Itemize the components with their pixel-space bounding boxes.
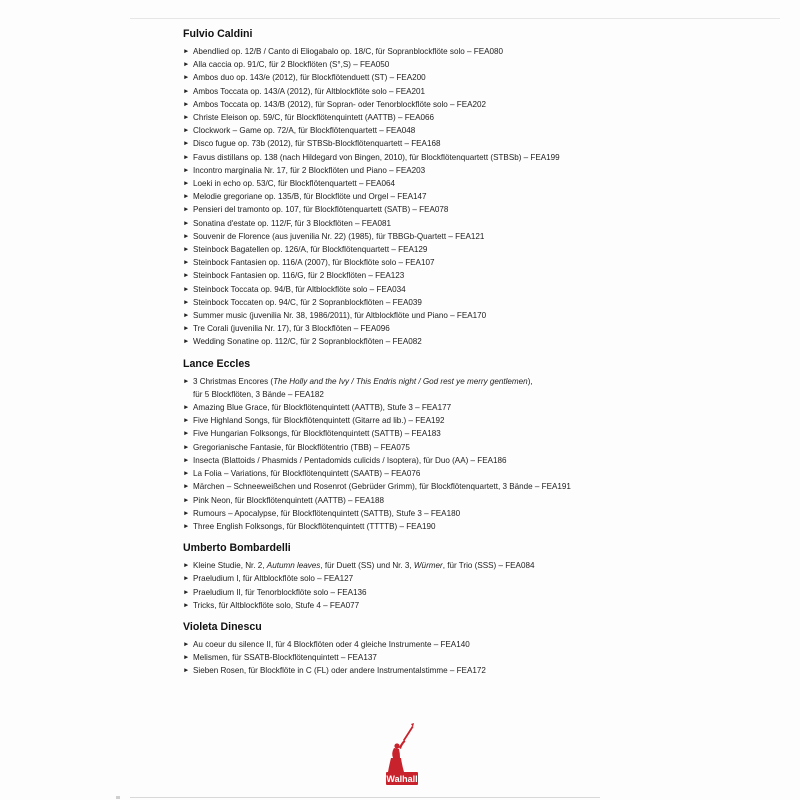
item-text: Insecta (Blattoids / Phasmids / Pentadomids culicids / Isoptera), für Duo (AA) – FEA186 [193, 455, 507, 465]
work-list [183, 638, 783, 678]
list-item [183, 427, 783, 440]
bottom-edge-line [130, 797, 600, 798]
bullet-arrow-icon: ► [183, 206, 190, 214]
list-item [183, 58, 783, 71]
bullet-arrow-icon: ► [183, 246, 190, 254]
list-item [183, 217, 783, 230]
item-text: Melodie gregoriane op. 135/B, für Blockflöte und Orgel – FEA147 [193, 192, 427, 202]
list-item [183, 599, 783, 612]
list-item [183, 467, 783, 480]
bullet-arrow-icon: ► [183, 193, 190, 201]
list-item [183, 651, 783, 664]
list-item [183, 441, 783, 454]
composer-heading: Fulvio Caldini [183, 28, 253, 40]
bullet-arrow-icon: ► [183, 285, 190, 293]
list-item [183, 401, 783, 414]
list-item [183, 559, 783, 572]
list-item [183, 414, 783, 427]
bullet-arrow-icon: ► [183, 298, 190, 306]
list-item [183, 664, 783, 677]
list-item [183, 190, 783, 203]
item-text: Märchen – Schneeweißchen und Rosenrot (Gebrüder Grimm), für Blockflötenquartett, 3 Bände – FEA191 [193, 482, 571, 492]
list-item [183, 507, 783, 520]
bullet-arrow-icon: ► [183, 575, 190, 583]
list-item [183, 164, 783, 177]
item-text: Sieben Rosen, für Blockflöte in C (FL) oder andere Instrumentalstimme – FEA172 [193, 666, 486, 676]
item-text: 3 Christmas Encores (The Holly and the Ivy / This Endris night / God rest ye merry gentlemen), [193, 376, 533, 386]
list-item [183, 494, 783, 507]
bullet-arrow-icon: ► [183, 496, 190, 504]
composer-heading: Lance Eccles [183, 357, 251, 370]
bullet-arrow-icon: ► [183, 404, 190, 412]
bullet-arrow-icon: ► [183, 325, 190, 333]
list-item [183, 85, 783, 98]
list-item [183, 283, 783, 296]
item-text: Ambos Toccata op. 143/B (2012), für Sopran- oder Tenorblockflöte solo – FEA202 [193, 99, 487, 109]
item-text: Tricks, für Altblockflöte solo, Stufe 4 – FEA077 [193, 600, 360, 610]
item-text: Three English Folksongs, für Blockflötenquintett (TTTTB) – FEA190 [193, 521, 436, 531]
bullet-arrow-icon: ► [183, 588, 190, 596]
list-item [183, 296, 783, 309]
list-item [183, 586, 783, 599]
item-text: Favus distillans op. 138 (nach Hildegard von Bingen, 2010), für Blockflötenquartett (STBSb) – FEA199 [193, 152, 560, 162]
list-item [183, 124, 783, 137]
bullet-arrow-icon: ► [183, 522, 190, 530]
item-text: Five Hungarian Folksongs, für Blockflötenquintett (SATTB) – FEA183 [193, 429, 441, 439]
item-text: Sonatina d'estate op. 112/F, für 3 Blockflöten – FEA081 [193, 218, 392, 228]
bullet-arrow-icon: ► [183, 417, 190, 425]
item-text: Melismen, für SSATB-Blockflötenquintett – FEA137 [193, 653, 377, 663]
list-item [183, 243, 783, 256]
list-item [183, 177, 783, 190]
section-dinescu [183, 621, 783, 678]
bullet-arrow-icon: ► [183, 153, 190, 161]
bullet-arrow-icon: ► [183, 100, 190, 108]
bullet-arrow-icon: ► [183, 232, 190, 240]
list-item [183, 572, 783, 585]
item-text: Clockwork – Game op. 72/A, für Blockflötenquartett – FEA048 [193, 126, 416, 136]
section-bombardelli [183, 542, 783, 612]
item-text: Rumours – Apocalypse, für Blockflötenquintett (SATTB), Stufe 3 – FEA180 [193, 508, 461, 518]
list-item [183, 269, 783, 282]
list-item [183, 45, 783, 58]
item-text: Souvenir de Florence (aus juvenilia Nr. 22) (1985), für TBBGb-Quartett – FEA121 [193, 231, 485, 241]
item-text: Au coeur du silence II, für 4 Blockflöten oder 4 gleiche Instrumente – FEA140 [193, 639, 470, 649]
bullet-arrow-icon: ► [183, 312, 190, 320]
list-item [183, 375, 783, 401]
item-text: Pink Neon, für Blockflötenquintett (AATTB) – FEA188 [193, 495, 385, 505]
item-text: Steinbock Toccata op. 94/B, für Altblockflöte solo – FEA034 [193, 284, 406, 294]
list-item [183, 638, 783, 651]
section-eccles [183, 358, 783, 533]
item-text: Ambos duo op. 143/e (2012), für Blockflötenduett (ST) – FEA200 [193, 73, 426, 83]
list-item [183, 520, 783, 533]
list-item [183, 256, 783, 269]
bullet-arrow-icon: ► [183, 430, 190, 438]
item-text: Kleine Studie, Nr. 2, Autumn leaves, für Duett (SS) und Nr. 3, Würmer, für Trio (SSS) – FEA084 [193, 561, 535, 571]
bullet-arrow-icon: ► [183, 338, 190, 346]
list-item [183, 480, 783, 493]
bullet-arrow-icon: ► [183, 114, 190, 122]
list-item [183, 71, 783, 84]
item-text: Five Highland Songs, für Blockflötenquintett (Gitarre ad lib.) – FEA192 [193, 416, 445, 426]
item-text-continued: für 5 Blockflöten, 3 Bände – FEA182 [193, 389, 324, 399]
list-item [183, 230, 783, 243]
item-text: La Folia – Variations, für Blockflötenquintett (SAATB) – FEA076 [193, 469, 421, 479]
bullet-arrow-icon: ► [183, 48, 190, 55]
bottom-edge-mark [116, 796, 120, 799]
list-item [183, 335, 783, 348]
work-list [183, 45, 783, 349]
item-text: Summer music (juvenilia Nr. 38, 1986/2011), für Altblockflöte und Piano – FEA170 [193, 311, 487, 321]
bullet-arrow-icon: ► [183, 61, 190, 69]
item-text: Loeki in echo op. 53/C, für Blockflötenquartett – FEA064 [193, 179, 396, 189]
item-text: Wedding Sonatine op. 112/C, für 2 Sopranblockflöten – FEA082 [193, 337, 422, 347]
item-text: Amazing Blue Grace, für Blockflötenquintett (AATTB), Stufe 3 – FEA177 [193, 403, 452, 413]
list-item [183, 111, 783, 124]
work-list [183, 375, 783, 533]
item-text: Tre Corali (juvenilia Nr. 17), für 3 Blockflöten – FEA096 [193, 324, 390, 334]
list-item [183, 98, 783, 111]
bullet-arrow-icon: ► [183, 87, 190, 95]
list-item [183, 309, 783, 322]
top-edge-line [130, 18, 780, 19]
section-caldini [183, 28, 783, 349]
item-text: Christe Eleison op. 59/C, für Blockflötenquintett (AATTB) – FEA066 [193, 113, 434, 123]
list-item [183, 151, 783, 164]
item-text: Praeludium II, für Tenorblockflöte solo – FEA136 [193, 587, 367, 597]
item-text: Pensieri del tramonto op. 107, für Blockflötenquartett (SATB) – FEA078 [193, 205, 449, 215]
bullet-arrow-icon: ► [183, 470, 190, 478]
bullet-arrow-icon: ► [183, 272, 190, 280]
bullet-arrow-icon: ► [183, 601, 190, 609]
bullet-arrow-icon: ► [183, 127, 190, 135]
bullet-arrow-icon: ► [183, 140, 190, 148]
list-item [183, 137, 783, 150]
bullet-arrow-icon: ► [183, 166, 190, 174]
walhall-logo [367, 720, 437, 790]
bullet-arrow-icon: ► [183, 654, 190, 662]
item-text: Praeludium I, für Altblockflöte solo – FEA127 [193, 574, 354, 584]
composer-heading: Violeta Dinescu [183, 620, 262, 633]
item-text: Incontro marginalia Nr. 17, für 2 Blockflöten und Piano – FEA203 [193, 165, 426, 175]
bullet-arrow-icon: ► [183, 456, 190, 464]
bullet-arrow-icon: ► [183, 259, 190, 267]
bullet-arrow-icon: ► [183, 640, 190, 648]
bullet-arrow-icon: ► [183, 667, 190, 675]
item-text: Steinbock Fantasien op. 116/G, für 2 Blockflöten – FEA123 [193, 271, 405, 281]
list-item [183, 322, 783, 335]
item-text: Disco fugue op. 73b (2012), für STBSb-Blockflötenquartett – FEA168 [193, 139, 441, 149]
logo-text: Walhall [386, 774, 418, 784]
list-item [183, 203, 783, 216]
item-text: Steinbock Fantasien op. 116/A (2007), für Blockflöte solo – FEA107 [193, 258, 435, 268]
item-text: Alla caccia op. 91/C, für 2 Blockflöten (S°,S) – FEA050 [193, 60, 390, 70]
catalog-content [183, 28, 783, 687]
work-list [183, 559, 783, 612]
bullet-arrow-icon: ► [183, 483, 190, 491]
item-text: Steinbock Bagatellen op. 126/A, für Blockflötenquartett – FEA129 [193, 245, 428, 255]
composer-heading: Umberto Bombardelli [183, 542, 291, 555]
bullet-arrow-icon: ► [183, 219, 190, 227]
bullet-arrow-icon: ► [183, 377, 190, 385]
bullet-arrow-icon: ► [183, 509, 190, 517]
item-text: Ambos Toccata op. 143/A (2012), für Altblockflöte solo – FEA201 [193, 86, 426, 96]
bullet-arrow-icon: ► [183, 562, 190, 570]
item-text: Steinbock Toccaten op. 94/C, für 2 Sopranblockflöten – FEA039 [193, 297, 422, 307]
bullet-arrow-icon: ► [183, 443, 190, 451]
list-item [183, 454, 783, 467]
item-text: Gregorianische Fantasie, für Blockflötentrio (TBB) – FEA075 [193, 442, 410, 452]
bullet-arrow-icon: ► [183, 74, 190, 82]
bullet-arrow-icon: ► [183, 180, 190, 188]
item-text: Abendlied op. 12/B / Canto di Eliogabalo op. 18/C, für Sopranblockflöte solo – FEA080 [193, 47, 504, 56]
